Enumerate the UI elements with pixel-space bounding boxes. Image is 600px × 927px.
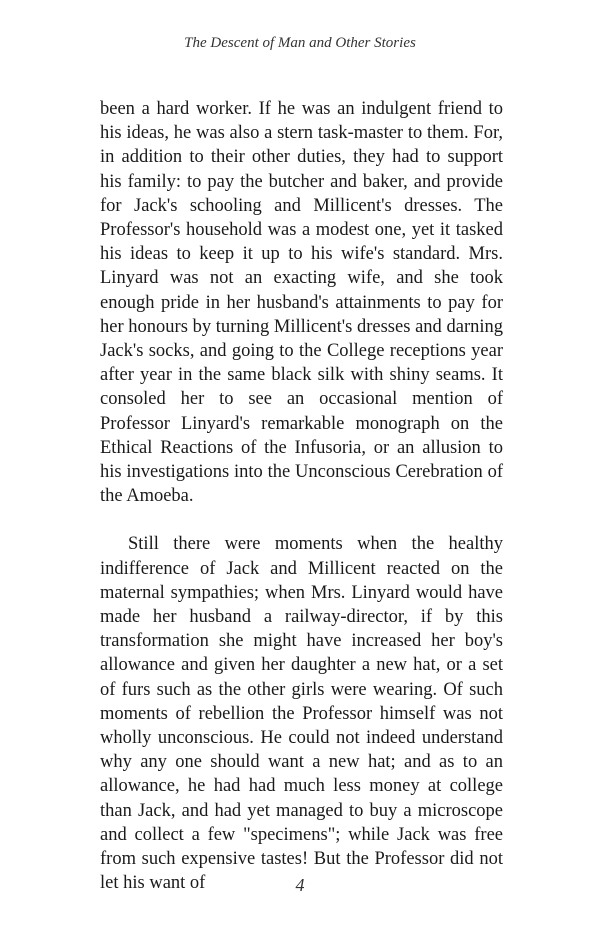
page-number: 4: [295, 875, 305, 895]
running-header: The Descent of Man and Other Stories: [184, 35, 416, 51]
body-text: [100, 97, 503, 896]
paragraph: Still there were moments when the healthy indifference of Jack and Millicent reacted on the maternal sympathies; when Mrs. Linyard would have made her husband a railway-director, if by this transformation she might have increased her boy's allowance and given her daughter a new hat, or a set of furs such as the other girls were wearing. Of such moments of rebellion the Professor himself was not wholly unconscious. He could not indeed understand why any one should want a new hat; and as to an allowance, he had had much less money at college than Jack, and had yet managed to buy a microscope and collect a few "specimens"; while Jack was free from such expensive tastes! But the Professor did not let his want of: [100, 534, 503, 894]
paragraph: been a hard worker. If he was an indulgent friend to his ideas, he was also a stern task-master to them. For, in addition to their other duties, they had to support his family: to pay the butcher and baker, and provide for Jack's schooling and Millicent's dresses. The Professor's household was a modest one, yet it tasked his ideas to keep it up to his wife's standard. Mrs. Linyard was not an exacting wife, and she took enough pride in her husband's attainments to pay for her honours by turning Millicent's dresses and darning Jack's socks, and going to the College receptions year after year in the same black silk with shiny seams. It consoled her to see an occasional mention of Professor Linyard's remarkable monograph on the Ethical Reactions of the Infusoria, or an allusion to his investigations into the Unconscious Cerebration of the Amoeba.: [100, 99, 503, 507]
